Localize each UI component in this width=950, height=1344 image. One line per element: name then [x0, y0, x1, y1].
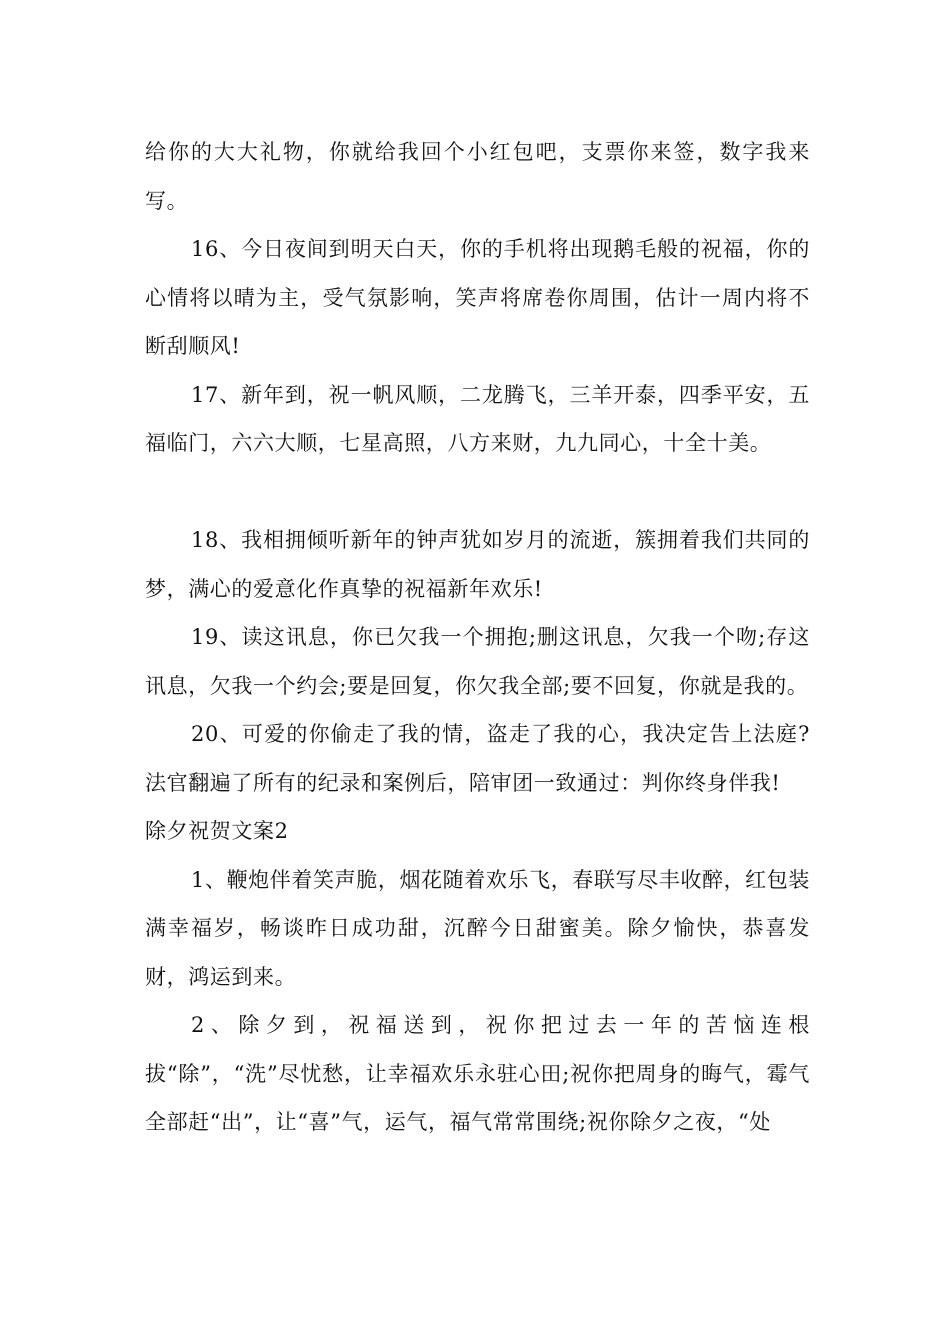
- paragraph-19: 19、读这讯息，你已欠我一个拥抱;删这讯息，欠我一个吻;存这讯息，欠我一个约会;要是回复，你欠我全部;要不回复，你就是我的。: [145, 625, 810, 698]
- paragraph-2: 2、除夕到，祝福送到，祝你把过去一年的苦恼连根拔“除”，“洗”尽忧愁，让幸福欢乐永驻心田;祝你把周身的晦气，霉气全部赶“出”，让“喜”气，运气，福气常常围绕;祝你除夕之夜，“处: [145, 1013, 810, 1134]
- paragraph-1: 1、鞭炮伴着笑声脆，烟花随着欢乐飞，春联写尽丰收醉，红包装满幸福岁，畅谈昨日成功甜，沉醉今日甜蜜美。除夕愉快，恭喜发财，鸿运到来。: [145, 867, 810, 989]
- paragraph-18: 18、我相拥倾听新年的钟声犹如岁月的流逝，簇拥着我们共同的梦，满心的爱意化作真挚的祝福新年欢乐!: [145, 528, 810, 601]
- paragraph-continuation: 给你的大大礼物，你就给我回个小红包吧，支票你来签，数字我来写。: [145, 140, 810, 213]
- paragraph-20: 20、可爱的你偷走了我的情，盗走了我的心，我决定告上法庭?法官翻遍了所有的纪录和案例后，陪审团一致通过：判你终身伴我!: [145, 722, 810, 795]
- document-body: [145, 128, 810, 1147]
- blank-line: [145, 468, 810, 517]
- paragraph-16: 16、今日夜间到明天白天，你的手机将出现鹅毛般的祝福，你的心情将以晴为主，受气氛影响，笑声将席卷你周围，估计一周内将不断刮顺风!: [145, 237, 810, 358]
- paragraph-17: 17、新年到，祝一帆风顺，二龙腾飞，三羊开泰，四季平安，五福临门，六六大顺，七星高照，八方来财，九九同心，十全十美。: [145, 382, 810, 455]
- section-heading: 除夕祝贺文案2: [145, 819, 289, 843]
